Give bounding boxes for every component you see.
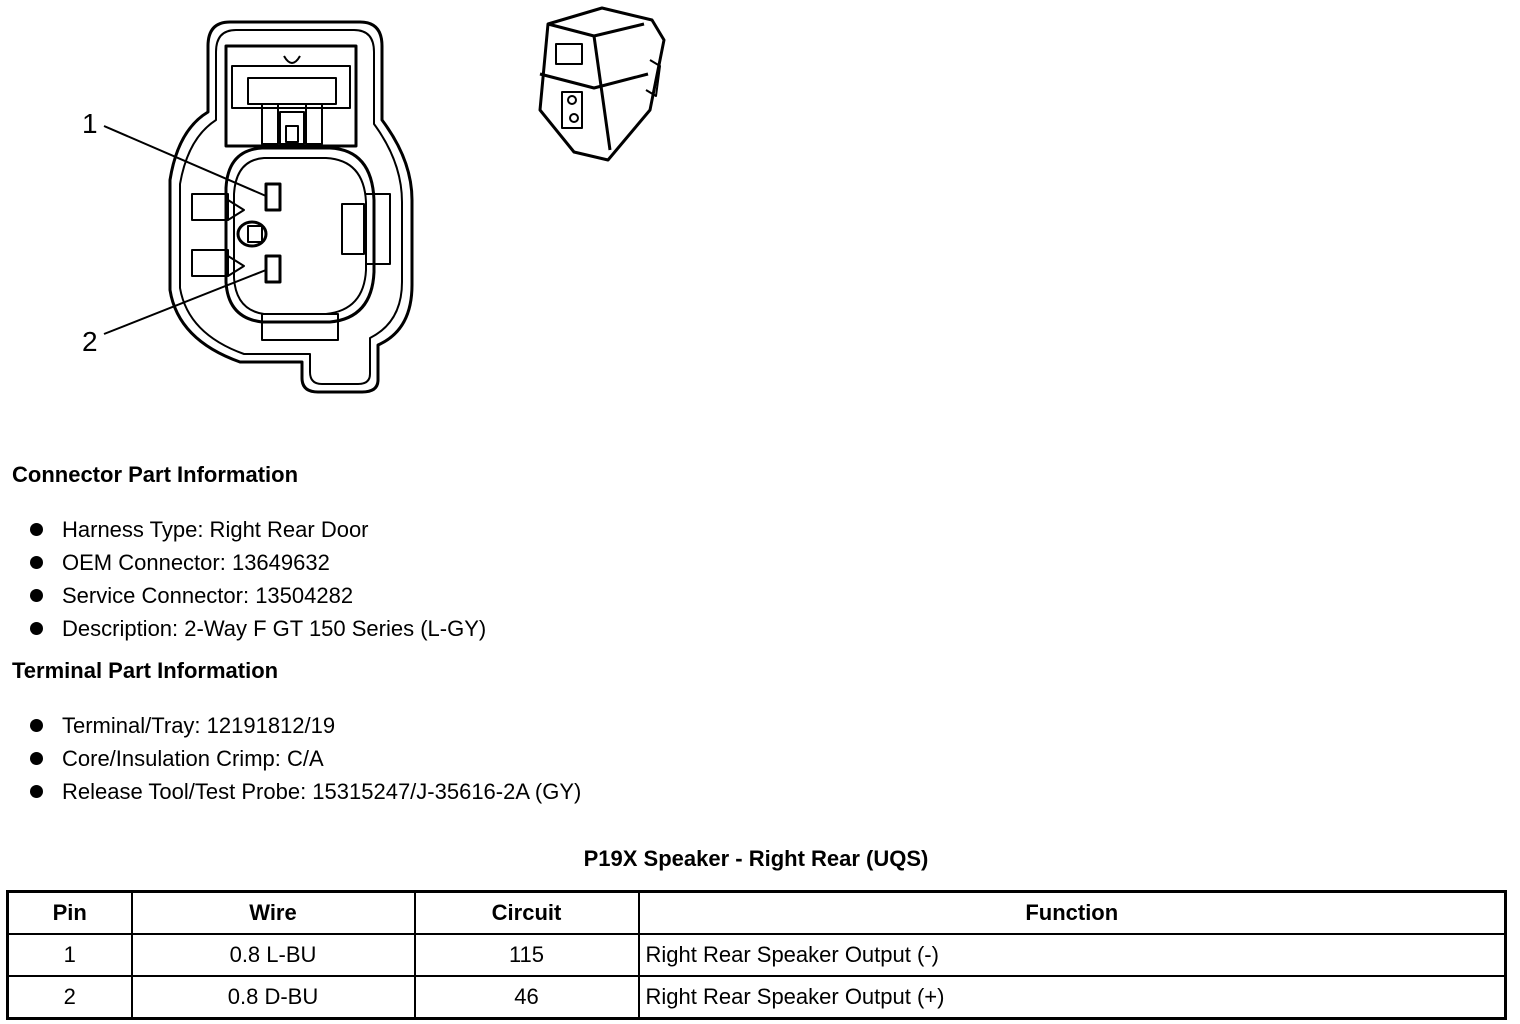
cell-function: Right Rear Speaker Output (-) [639,934,1506,976]
list-item: OEM Connector: 13649632 [30,546,486,579]
table-row [8,934,1506,976]
list-item: Service Connector: 13504282 [30,579,486,612]
bullet-icon [30,785,43,798]
bullet-icon [30,622,43,635]
header-circuit: Circuit [415,892,639,935]
connector-info-list [30,513,486,645]
header-pin: Pin [8,892,132,935]
cell-circuit: 115 [415,934,639,976]
connector-isometric-view [540,8,664,160]
bullet-icon [30,589,43,602]
pin-1-callout: 1 [82,108,98,139]
list-item: Terminal/Tray: 12191812/19 [30,709,581,742]
bullet-icon [30,556,43,569]
list-item: Description: 2-Way F GT 150 Series (L-GY) [30,612,486,645]
connector-info-title: Connector Part Information [12,462,299,487]
cell-function: Right Rear Speaker Output (+) [639,976,1506,1019]
list-item: Release Tool/Test Probe: 15315247/J-35616-2A (GY) [30,775,581,808]
table-row [8,976,1506,1019]
cell-pin: 2 [8,976,132,1019]
cell-wire: 0.8 L-BU [132,934,415,976]
list-item: Core/Insulation Crimp: C/A [30,742,581,775]
cell-pin: 1 [8,934,132,976]
connector-diagram [0,0,760,420]
terminal-info-title: Terminal Part Information [12,658,279,683]
bullet-icon [30,752,43,765]
cell-wire: 0.8 D-BU [132,976,415,1019]
list-item: Harness Type: Right Rear Door [30,513,486,546]
bullet-icon [30,523,43,536]
header-function: Function [639,892,1506,935]
pin-2-callout: 2 [82,326,98,357]
bullet-icon [30,719,43,732]
pinout-table [6,890,1507,1020]
table-header-row [8,892,1506,935]
header-wire: Wire [132,892,415,935]
terminal-info-list [30,709,581,808]
table-title: P19X Speaker - Right Rear (UQS) [583,846,929,871]
connector-face-drawing [0,0,760,420]
cell-circuit: 46 [415,976,639,1019]
